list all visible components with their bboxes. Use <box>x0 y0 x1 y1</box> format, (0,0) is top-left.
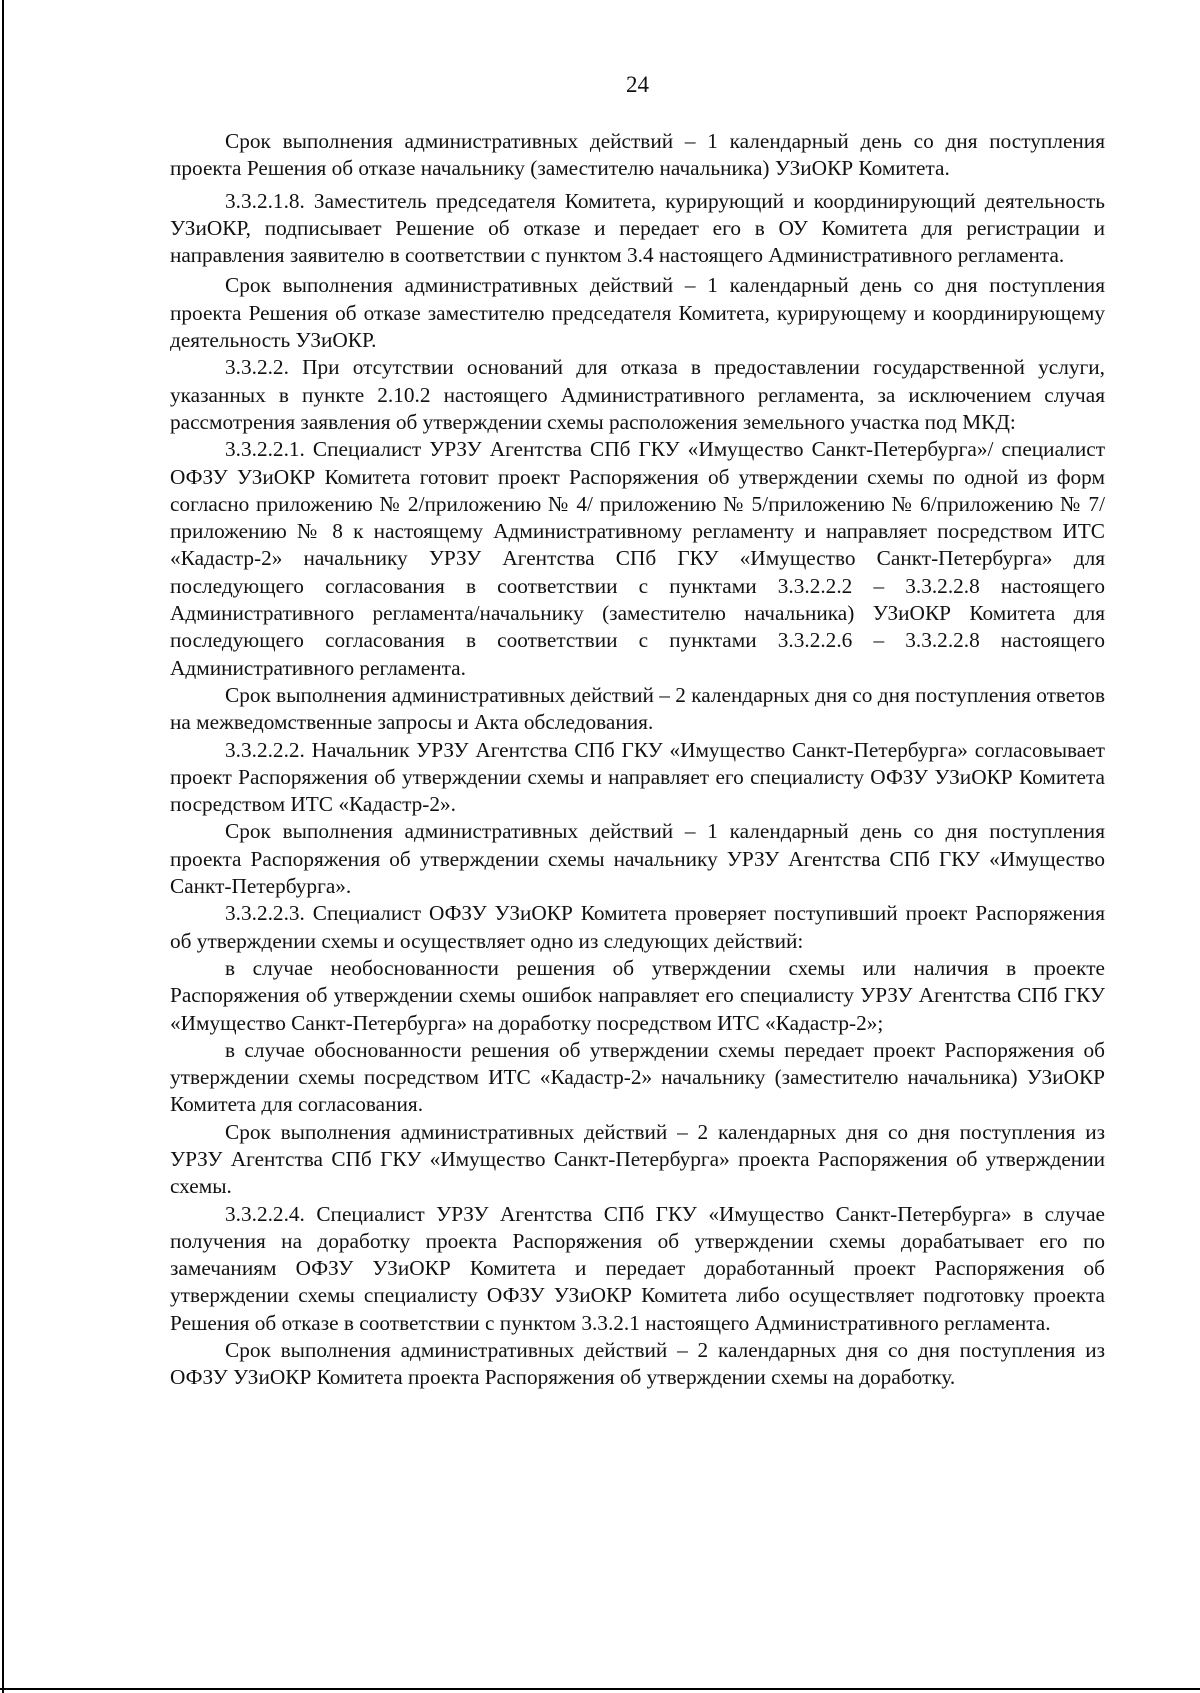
paragraph-3-3-2-1-8: 3.3.2.1.8. Заместитель председателя Комитета, курирующий и координирующий деятельность УЗиОКР, подписывает Решение об отказе и передает его в ОУ Комитета для регистрации и направления заявителю в соответствии с пунктом 3.4 настоящего Административного регламента. <box>170 188 1105 268</box>
paragraph-option-approve: в случае обоснованности решения об утверждении схемы передает проект Распоряжения об утверждении схемы посредством ИТС «Кадастр-2» начальнику (заместителю начальника) УЗиОКР Комитета для согласования. <box>170 1037 1105 1117</box>
paragraph-3-3-2-2-4: 3.3.2.2.4. Специалист УРЗУ Агентства СПб ГКУ «Имущество Санкт-Петербурга» в случае получения на доработку проекта Распоряжения об утверждении схемы дорабатывает его по замечаниям ОФЗУ УЗиОКР Комитета и передает доработанный проект Распоряжения об утверждении схемы специалисту ОФЗУ УЗиОКР Комитета либо осуществляет подготовку проекта Решения об отказе в соответствии с пунктом 3.3.2.1 настоящего Административного регламента. <box>170 1201 1105 1335</box>
paragraph-deadline-6: Срок выполнения административных действий – 2 календарных дня со дня поступления из ОФЗУ УЗиОКР Комитета проекта Распоряжения об утверждении схемы на доработку. <box>170 1338 1105 1390</box>
paragraph-deadline-4: Срок выполнения административных действий – 1 календарный день со дня поступления проекта Распоряжения об утверждении схемы начальнику УРЗУ Агентства СПб ГКУ «Имущество Санкт-Петербурга». <box>170 819 1105 899</box>
paragraph-deadline-1: Срок выполнения административных действий – 1 календарный день со дня поступления проекта Решения об отказе начальнику (заместителю начальника) УЗиОКР Комитета. <box>170 129 1105 181</box>
paragraph-option-rework: в случае необоснованности решения об утверждении схемы или наличия в проекте Распоряжения об утверждении схемы ошибок направляет его специалисту УРЗУ Агентства СПб ГКУ «Имущество Санкт-Петербурга» на доработку посредством ИТС «Кадастр-2»; <box>170 955 1105 1035</box>
paragraph-3-3-2-2: 3.3.2.2. При отсутствии оснований для отказа в предоставлении государственной услуги, указанных в пункте 2.10.2 настоящего Административного регламента, за исключением случая рассмотрения заявления об утверждении схемы расположения земельного участка под МКД: <box>170 355 1105 434</box>
paragraph-3-3-2-2-2: 3.3.2.2.2. Начальник УРЗУ Агентства СПб ГКУ «Имущество Санкт-Петербурга» согласовывает проект Распоряжения об утверждении схемы и направляет его специалисту ОФЗУ УЗиОКР Комитета посредством ИТС «Кадастр-2». <box>170 737 1105 817</box>
scan-border-left <box>2 0 4 1693</box>
paragraph-3-3-2-2-1: 3.3.2.2.1. Специалист УРЗУ Агентства СПб ГКУ «Имущество Санкт-Петербурга»/ специалист ОФЗУ УЗиОКР Комитета готовит проект Распоряжения об утверждении схемы по одной из форм согласно приложению № 2/приложению № 4/ приложению № 5/приложению № 6/приложению № 7/приложению № 8 к настоящему Административному регламенту и направляет посредством ИТС «Кадастр-2» начальнику УРЗУ Агентства СПб ГКУ «Имущество Санкт-Петербурга» для последующего согласования в соответствии с пунктами 3.3.2.2.2 – 3.3.2.2.8 настоящего Административного регламента/начальнику (заместителю начальника) УЗиОКР Комитета для последующего согласования в соответствии с пунктами 3.3.2.2.6 – 3.3.2.2.8 настоящего Административного регламента. <box>170 437 1105 680</box>
page-number: 24 <box>626 72 649 97</box>
paragraph-deadline-5: Срок выполнения административных действий – 2 календарных дня со дня поступления из УРЗУ Агентства СПб ГКУ «Имущество Санкт-Петербурга» проекта Распоряжения об утверждении схемы. <box>170 1119 1105 1199</box>
paragraph-deadline-2: Срок выполнения административных действий – 1 календарный день со дня поступления проекта Решения об отказе заместителю председателя Комитета, курирующему и координирующему деятельность УЗиОКР. <box>170 273 1105 353</box>
scan-border-bottom <box>0 1688 1200 1690</box>
document-body <box>170 128 1105 1392</box>
paragraph-deadline-3: Срок выполнения административных действий – 2 календарных дня со дня поступления ответов на межведомственные запросы и Акта обследования. <box>170 682 1105 735</box>
paragraph-3-3-2-2-3: 3.3.2.2.3. Специалист ОФЗУ УЗиОКР Комитета проверяет поступивший проект Распоряжения об утверждении схемы и осуществляет одно из следующих действий: <box>170 901 1105 953</box>
